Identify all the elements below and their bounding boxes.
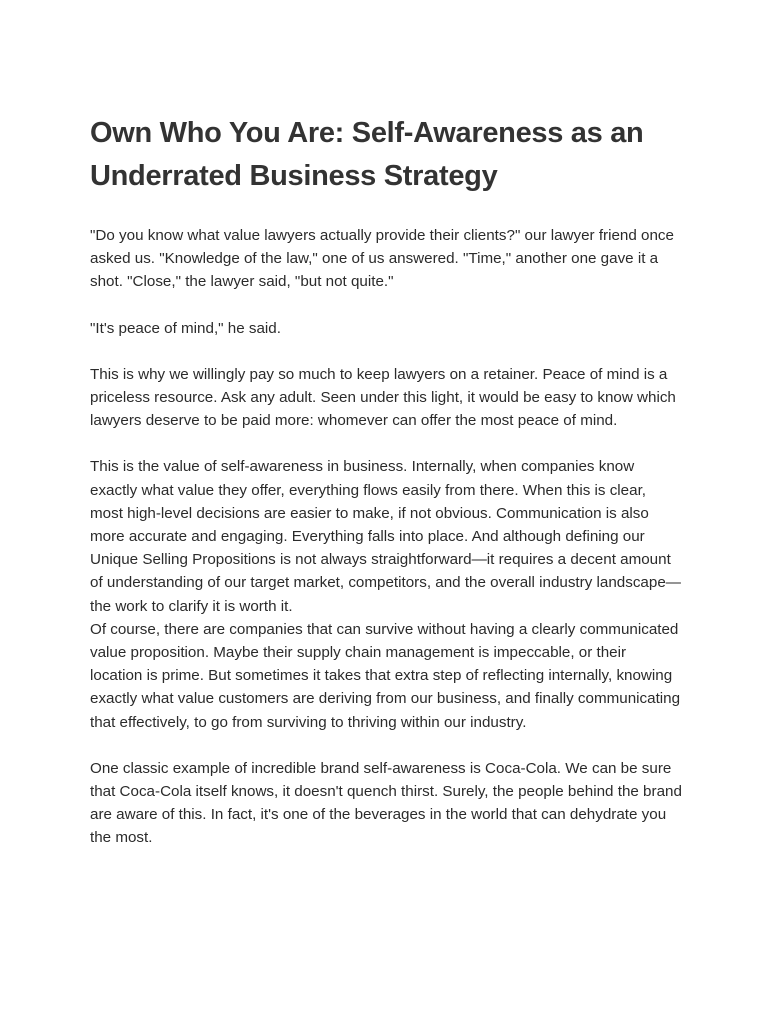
paragraph-peace-of-mind: "It's peace of mind," he said.	[90, 319, 281, 337]
paragraph-coca-cola: One classic example of incredible brand self-awareness is Coca-Cola. We can be sure that Coca-Cola itself knows, it doesn't quench thirst. Surely, the people behind the brand are aware of this. In fact, it's one of the beverages in the world that can dehydrate you the most.	[90, 759, 682, 847]
article-title: Own Who You Are: Self-Awareness as an Underrated Business Strategy	[90, 117, 644, 192]
paragraph-self-awareness-value: This is the value of self-awareness in business. Internally, when companies know exactly what value they offer, everything flows easily from there. When this is clear, most high-level decisions are easier to make, if not obvious. Communication is also more accurate and engaging. Everything falls into place. And although defining our Unique Selling Propositions is not always straightforward—it requires a decent amount of understanding of our target market, competitors, and the overall industry landscape— the work to clarify it is worth it.	[90, 458, 681, 615]
paragraph-value-proposition: Of course, there are companies that can survive without having a clearly communicated value proposition. Maybe their supply chain management is impeccable, or their location is prime. But sometimes it takes that extra step of reflecting internally, knowing exactly what value customers are deriving from our business, and finally communicating that effectively, to go from surviving to thriving within our industry.	[90, 620, 681, 731]
paragraph-retainer: This is why we willingly pay so much to keep lawyers on a retainer. Peace of mind is a priceless resource. Ask any adult. Seen under this light, it would be easy to know which lawyers deserve to be paid more: whomever can offer the most peace of mind.	[90, 365, 676, 430]
paragraph-lawyer-question: "Do you know what value lawyers actually provide their clients?" our lawyer friend once asked us. "Knowledge of the law," one of us answered. "Time," another one gave it a shot. "Close," the lawyer said, "but not quite."	[90, 227, 674, 291]
article	[90, 112, 682, 850]
